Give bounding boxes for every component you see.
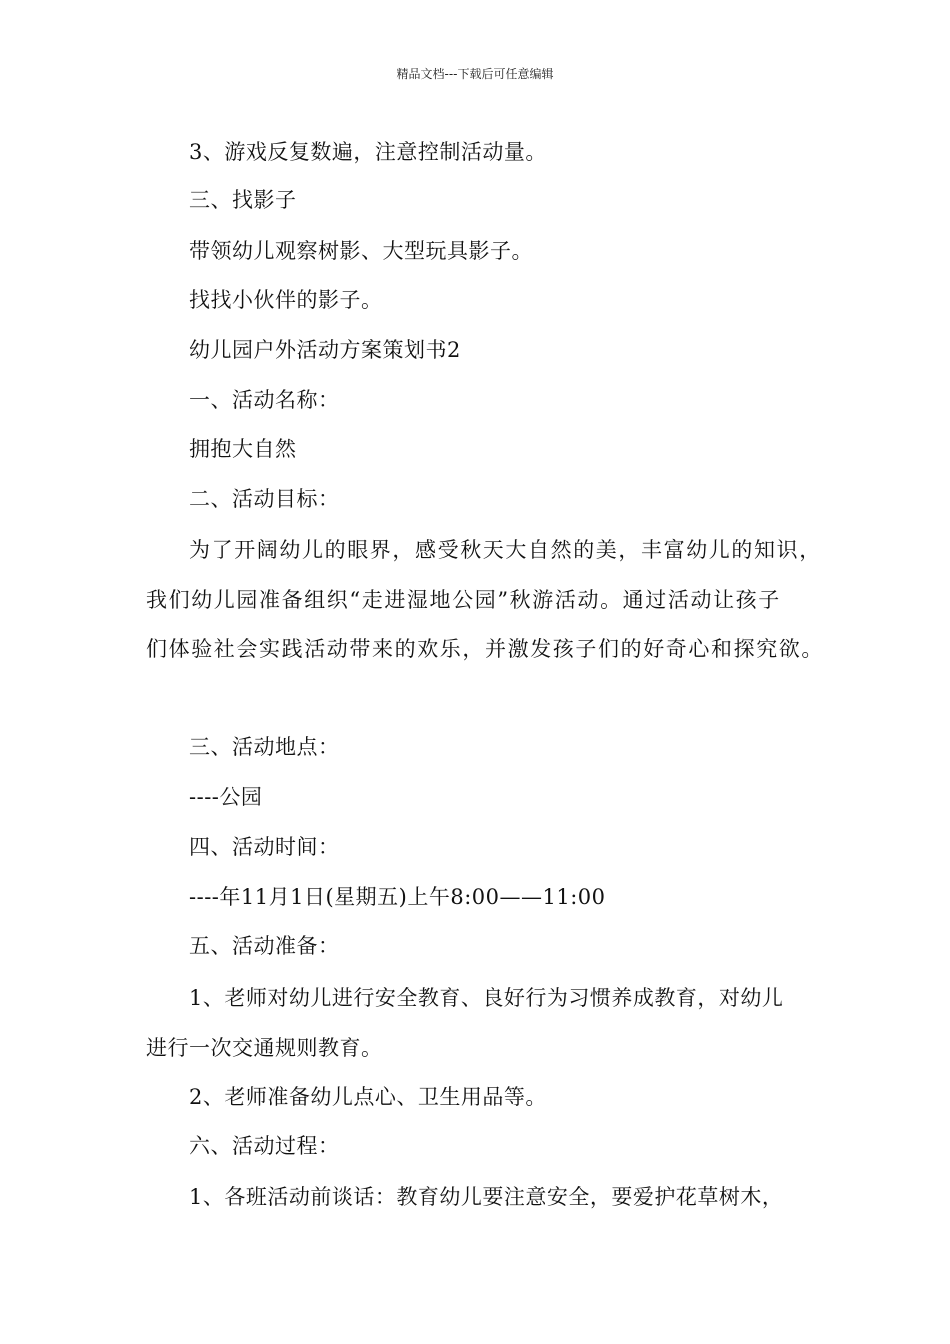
- section-heading: 二、活动目标：: [189, 487, 340, 511]
- section-heading: 三、活动地点：: [189, 735, 340, 759]
- section-heading: 三、找影子: [189, 188, 297, 212]
- section-heading: 五、活动准备：: [189, 934, 340, 958]
- section-heading: 四、活动时间：: [189, 835, 340, 859]
- document-subtitle: 幼儿园户外活动方案策划书2: [189, 338, 461, 362]
- paragraph-line: 1、各班活动前谈话：教育幼儿要注意安全，要爱护花草树木，: [189, 1185, 784, 1209]
- text-line: 3、游戏反复数遍，注意控制活动量。: [189, 140, 547, 164]
- paragraph-line: 们体验社会实践活动带来的欢乐，并激发孩子们的好奇心和探究欲。: [146, 637, 824, 661]
- paragraph-line: 我们幼儿园准备组织“走进湿地公园”秋游活动。通过活动让孩子: [146, 588, 781, 612]
- section-heading: 一、活动名称：: [189, 388, 340, 412]
- text-line: ----公园: [189, 785, 263, 809]
- text-line: 带领幼儿观察树影、大型玩具影子。: [189, 239, 533, 263]
- paragraph-line: 为了开阔幼儿的眼界，感受秋天大自然的美，丰富幼儿的知识，: [189, 538, 822, 562]
- text-line: 找找小伙伴的影子。: [189, 288, 383, 312]
- section-heading: 六、活动过程：: [189, 1134, 340, 1158]
- paragraph-line: 进行一次交通规则教育。: [146, 1036, 383, 1060]
- page-header: 精品文档---下载后可任意编辑: [396, 67, 554, 81]
- text-line: 2、老师准备幼儿点心、卫生用品等。: [189, 1085, 547, 1109]
- paragraph-line: 1、老师对幼儿进行安全教育、良好行为习惯养成教育，对幼儿: [189, 986, 784, 1010]
- text-line: 拥抱大自然: [189, 437, 297, 461]
- text-line: ----年11月1日(星期五)上午8:00——11:00: [189, 885, 606, 909]
